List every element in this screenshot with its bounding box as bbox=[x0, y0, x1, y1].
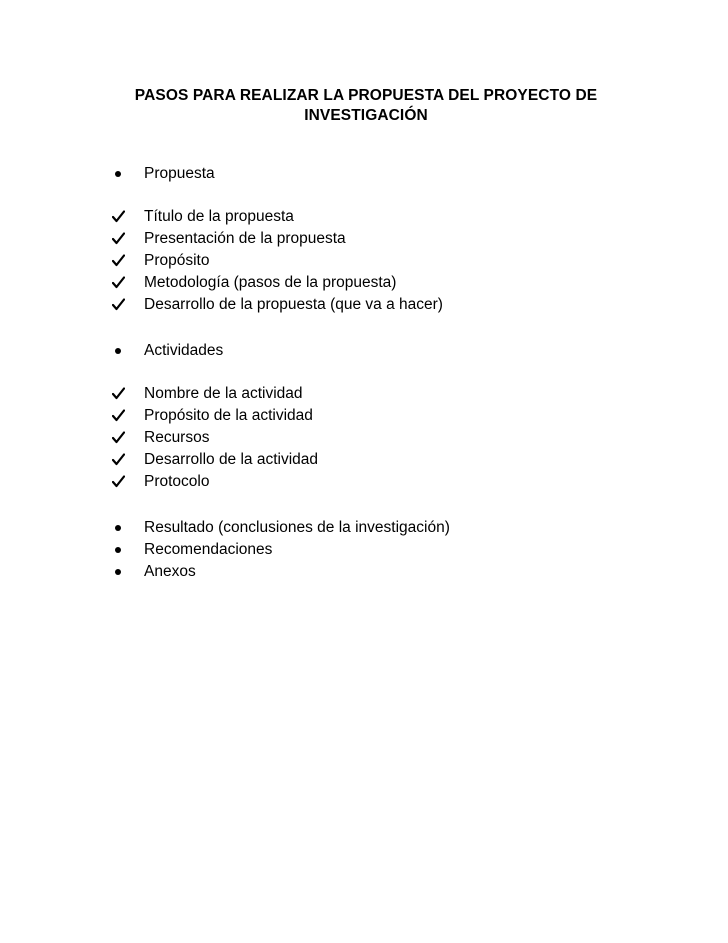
title-line-2: INVESTIGACIÓN bbox=[304, 107, 428, 124]
list-item-text: Resultado (conclusiones de la investigación) bbox=[144, 519, 450, 536]
dot-bullet-icon bbox=[112, 163, 132, 185]
checkmark-icon bbox=[112, 272, 132, 294]
checkmark-icon bbox=[112, 383, 132, 405]
list-item-text: Propuesta bbox=[144, 165, 215, 182]
list-item-text: Recursos bbox=[144, 429, 210, 446]
checkmark-icon bbox=[112, 471, 132, 493]
document-title bbox=[110, 86, 622, 126]
dot-bullet-icon bbox=[112, 517, 132, 539]
dot-bullet-icon bbox=[112, 340, 132, 362]
list-item-text: Metodología (pasos de la propuesta) bbox=[144, 274, 397, 291]
list-item-text: Nombre de la actividad bbox=[144, 385, 303, 402]
checkmark-icon bbox=[112, 449, 132, 471]
list-item-text: Protocolo bbox=[144, 473, 210, 490]
checkmark-icon bbox=[112, 228, 132, 250]
list-item-text: Recomendaciones bbox=[144, 541, 273, 558]
list-item-text: Propósito bbox=[144, 252, 210, 269]
list-item-text: Anexos bbox=[144, 563, 196, 580]
dot-bullet-icon bbox=[112, 539, 132, 561]
checkmark-icon bbox=[112, 294, 132, 316]
list-item-text: Propósito de la actividad bbox=[144, 407, 313, 424]
list-item-text: Desarrollo de la actividad bbox=[144, 451, 319, 468]
checkmark-icon bbox=[112, 250, 132, 272]
list-item-text: Desarrollo de la propuesta (que va a hacer) bbox=[144, 296, 443, 313]
checkmark-icon bbox=[112, 206, 132, 228]
dot-bullet-icon bbox=[112, 561, 132, 583]
checkmark-icon bbox=[112, 405, 132, 427]
checkmark-icon bbox=[112, 427, 132, 449]
list-item-text: Actividades bbox=[144, 342, 224, 359]
list-item-text: Presentación de la propuesta bbox=[144, 230, 346, 247]
list-item-text: Título de la propuesta bbox=[144, 208, 294, 225]
title-line-1: PASOS PARA REALIZAR LA PROPUESTA DEL PROYECTO DE bbox=[134, 87, 598, 104]
